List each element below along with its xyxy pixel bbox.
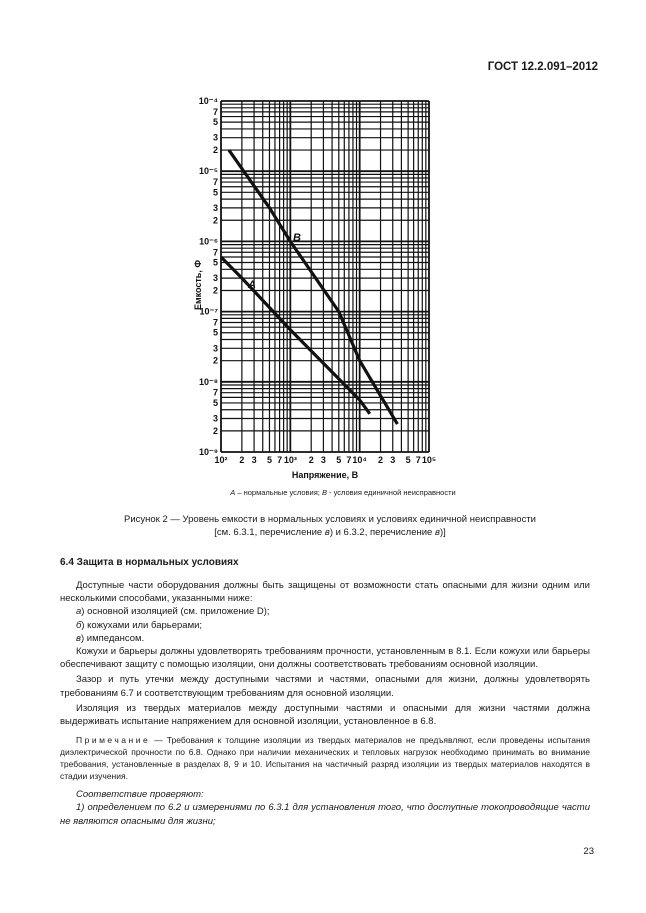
curve-b-label: B bbox=[293, 232, 301, 244]
svg-text:5: 5 bbox=[212, 117, 218, 128]
legend-b-text: - условия единичной неисправности bbox=[326, 488, 456, 497]
svg-text:3: 3 bbox=[212, 202, 218, 213]
section-title: 6.4 Защита в нормальных условиях bbox=[60, 557, 239, 568]
x-axis-title: Напряжение, В bbox=[291, 470, 359, 480]
svg-text:7: 7 bbox=[212, 106, 218, 117]
paragraph-4: Изоляция из твердых материалов между доступными частями и опасными для жизни частями должна выдерживать испытание напряжением для основной изоляции, установленное в 6.8. bbox=[60, 702, 590, 728]
svg-text:10⁴: 10⁴ bbox=[352, 455, 367, 465]
legend-a-key: A bbox=[230, 488, 236, 497]
svg-text:7: 7 bbox=[212, 387, 218, 398]
svg-text:5: 5 bbox=[212, 257, 218, 268]
caption-line-1: Рисунок 2 — Уровень емкости в нормальных условиях и условиях единичной неисправности bbox=[123, 514, 536, 525]
compliance-heading: Соответствие проверяют: bbox=[76, 789, 204, 801]
document-standard-header: ГОСТ 12.2.091–2012 bbox=[487, 61, 598, 73]
svg-text:10³: 10³ bbox=[283, 455, 297, 465]
svg-text:2: 2 bbox=[378, 455, 384, 465]
svg-text:3: 3 bbox=[212, 343, 218, 354]
svg-text:10⁵: 10⁵ bbox=[421, 455, 437, 465]
svg-text:3: 3 bbox=[251, 455, 257, 465]
svg-text:10⁻⁶: 10⁻⁶ bbox=[199, 236, 218, 247]
curve-a-label: A bbox=[248, 279, 256, 291]
svg-text:10⁻⁵: 10⁻⁵ bbox=[199, 166, 218, 177]
figure-legend bbox=[0, 488, 646, 497]
list-item: б) кожухами или барьерами; bbox=[76, 619, 203, 631]
list-item: а) основной изоляцией (см. приложение D); bbox=[76, 606, 270, 618]
paragraph-2: Кожухи и барьеры должны удовлетворять требованиям прочности, установленным в 8.1. Если кожухи или барьеры обеспечивают защиту с помощью изоляции, они должны соответствовать требованиям основной изоляции. bbox=[60, 646, 590, 671]
caption-line-2: [см. 6.3.1, перечисление в) и 6.3.2, перечисление в)] bbox=[214, 527, 446, 538]
legend-b-key: B bbox=[321, 488, 327, 497]
svg-text:2: 2 bbox=[239, 455, 245, 465]
y-axis-title: Емкость, Ф bbox=[193, 259, 203, 311]
svg-text:2: 2 bbox=[212, 425, 218, 436]
svg-text:5: 5 bbox=[212, 187, 218, 198]
svg-text:7: 7 bbox=[277, 455, 283, 465]
list-item: в) импедансом. bbox=[76, 632, 145, 644]
svg-text:10⁻⁸: 10⁻⁸ bbox=[198, 376, 218, 387]
svg-text:3: 3 bbox=[320, 455, 326, 465]
svg-text:2: 2 bbox=[212, 145, 218, 156]
figure-caption bbox=[60, 513, 600, 539]
svg-text:2: 2 bbox=[212, 355, 218, 366]
page-number: 23 bbox=[583, 846, 594, 857]
paragraph-1: Доступные части оборудования должны быть защищены от возможности стать опасными для жизни одним или несколькими способами, указанными ниже: bbox=[60, 580, 590, 605]
svg-text:3: 3 bbox=[212, 273, 218, 284]
svg-text:5: 5 bbox=[212, 397, 218, 408]
chart-grid bbox=[221, 101, 429, 452]
svg-text:2: 2 bbox=[212, 215, 218, 226]
note-label: Примечание bbox=[76, 735, 151, 746]
compliance-item-1: 1) определением по 6.2 и измерениями по 6.3.1 для установления того, что доступные токопроводящие части не являются опасными для жизни; bbox=[60, 802, 590, 827]
x-axis-tick-labels bbox=[214, 455, 436, 465]
svg-text:5: 5 bbox=[266, 455, 272, 465]
note-text: — Требования к толщине изоляции из твердых материалов не предъявляют, если проведены испытания диэлектрической прочности по 6.8. Однако при наличии механических и тепловых нагрузок необходимо принимать во внимание требования, установленные в разделах 8, 9 и 10. Испытания на частичный разряд изоляции из твердых материалов находятся в стадии изучения. bbox=[60, 735, 590, 782]
svg-text:10⁻⁹: 10⁻⁹ bbox=[198, 447, 218, 457]
svg-text:7: 7 bbox=[212, 317, 218, 328]
svg-text:3: 3 bbox=[212, 413, 218, 424]
svg-text:3: 3 bbox=[390, 455, 396, 465]
svg-text:3: 3 bbox=[212, 132, 218, 143]
svg-text:10⁻⁴: 10⁻⁴ bbox=[198, 96, 218, 106]
svg-text:7: 7 bbox=[346, 455, 352, 465]
svg-text:2: 2 bbox=[212, 285, 218, 296]
svg-text:7: 7 bbox=[212, 177, 218, 188]
note-paragraph bbox=[60, 734, 590, 782]
svg-text:5: 5 bbox=[405, 455, 411, 465]
svg-text:7: 7 bbox=[415, 455, 421, 465]
svg-text:10⁻⁷: 10⁻⁷ bbox=[199, 306, 218, 317]
paragraph-3: Зазор и путь утечки между доступными частями и частями, опасными для жизни, должны удовлетворять требованиям 6.7 и соответствующим требованиям для основной изоляции. bbox=[60, 674, 590, 699]
svg-text:5: 5 bbox=[212, 327, 218, 338]
legend-a-text: – нормальные условия; bbox=[235, 488, 322, 497]
svg-text:5: 5 bbox=[336, 455, 342, 465]
svg-text:7: 7 bbox=[212, 247, 218, 258]
section-body bbox=[60, 579, 590, 828]
svg-text:2: 2 bbox=[308, 455, 314, 465]
svg-text:10²: 10² bbox=[214, 455, 228, 465]
